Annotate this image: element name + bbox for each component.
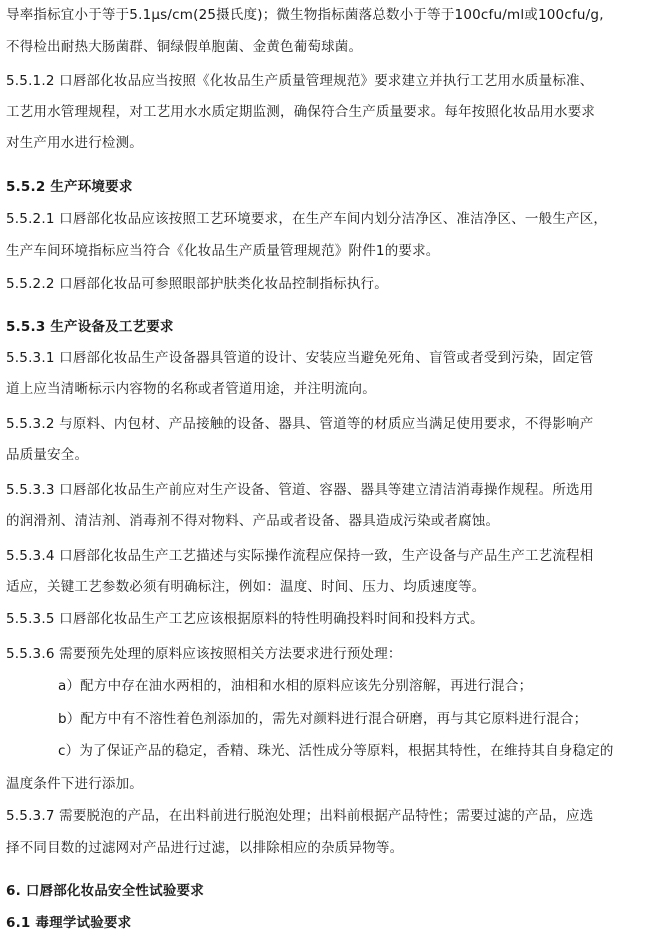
section-heading: 5.5.3 生产设备及工艺要求 [6,319,174,335]
text-line: 导率指标宜小于等于5.1μs/cm(25摄氏度)；微生物指标菌落总数小于等于100cfu/ml或100cfu/g, [6,7,604,23]
text-line: 5.5.3.3 口唇部化妆品生产前应对生产设备、管道、容器、器具等建立清洁消毒操作规程。所选用 [6,482,594,498]
text-line: 工艺用水管理规程，对工艺用水水质定期监测，确保符合生产质量要求。每年按照化妆品用水要求 [6,104,596,120]
text-line: 道上应当清晰标示内容物的名称或者管道用途，并注明流向。 [6,381,376,397]
text-line: 5.5.3.4 口唇部化妆品生产工艺描述与实际操作流程应保持一致，生产设备与产品生产工艺流程相 [6,548,594,564]
text-line: 5.5.2.1 口唇部化妆品应该按照工艺环境要求，在生产车间内划分洁净区、准洁净区、一般生产区， [6,211,608,227]
text-line: 适应，关键工艺参数必须有明确标注，例如：温度、时间、压力、均质速度等。 [6,579,486,595]
section-heading: 5.5.2 生产环境要求 [6,179,133,195]
text-line: 对生产用水进行检测。 [6,135,143,151]
text-line: 5.5.3.5 口唇部化妆品生产工艺应该根据原料的特性明确投料时间和投料方式。 [6,611,484,627]
list-item: b）配方中有不溶性着色剂添加的，需先对颜料进行混合研磨，再与其它原料进行混合； [58,711,588,727]
text-line: 的润滑剂、清洁剂、消毒剂不得对物料、产品或者设备、器具造成污染或者腐蚀。 [6,513,500,529]
text-line: 温度条件下进行添加。 [6,776,143,792]
text-line: 5.5.3.7 需要脱泡的产品，在出料前进行脱泡处理；出料前根据产品特性；需要过滤的产品，应选 [6,808,594,824]
text-line: 生产车间环境指标应当符合《化妆品生产质量管理规范》附件1的要求。 [6,243,440,259]
list-item: c）为了保证产品的稳定，香精、珠光、活性成分等原料，根据其特性，在维持其自身稳定的 [58,743,614,759]
text-line: 5.5.1.2 口唇部化妆品应当按照《化妆品生产质量管理规范》要求建立并执行工艺用水质量标准、 [6,73,594,89]
text-line: 品质量安全。 [6,447,89,463]
list-item: a）配方中存在油水两相的，油相和水相的原料应该先分别溶解，再进行混合； [58,678,533,694]
text-line: 不得检出耐热大肠菌群、铜绿假单胞菌、金黄色葡萄球菌。 [6,39,363,55]
text-line: 5.5.3.6 需要预先处理的原料应该按照相关方法要求进行预处理： [6,646,402,662]
chapter-heading: 6. 口唇部化妆品安全性试验要求 [6,883,204,899]
text-line: 5.5.2.2 口唇部化妆品可参照眼部护肤类化妆品控制指标执行。 [6,276,388,292]
section-heading: 6.1 毒理学试验要求 [6,915,132,931]
text-line: 5.5.3.2 与原料、内包材、产品接触的设备、器具、管道等的材质应当满足使用要求，不得影响产 [6,416,594,432]
text-line: 择不同目数的过滤网对产品进行过滤，以排除相应的杂质异物等。 [6,840,404,856]
text-line: 5.5.3.1 口唇部化妆品生产设备器具管道的设计、安装应当避免死角、盲管或者受到污染，固定管 [6,350,594,366]
